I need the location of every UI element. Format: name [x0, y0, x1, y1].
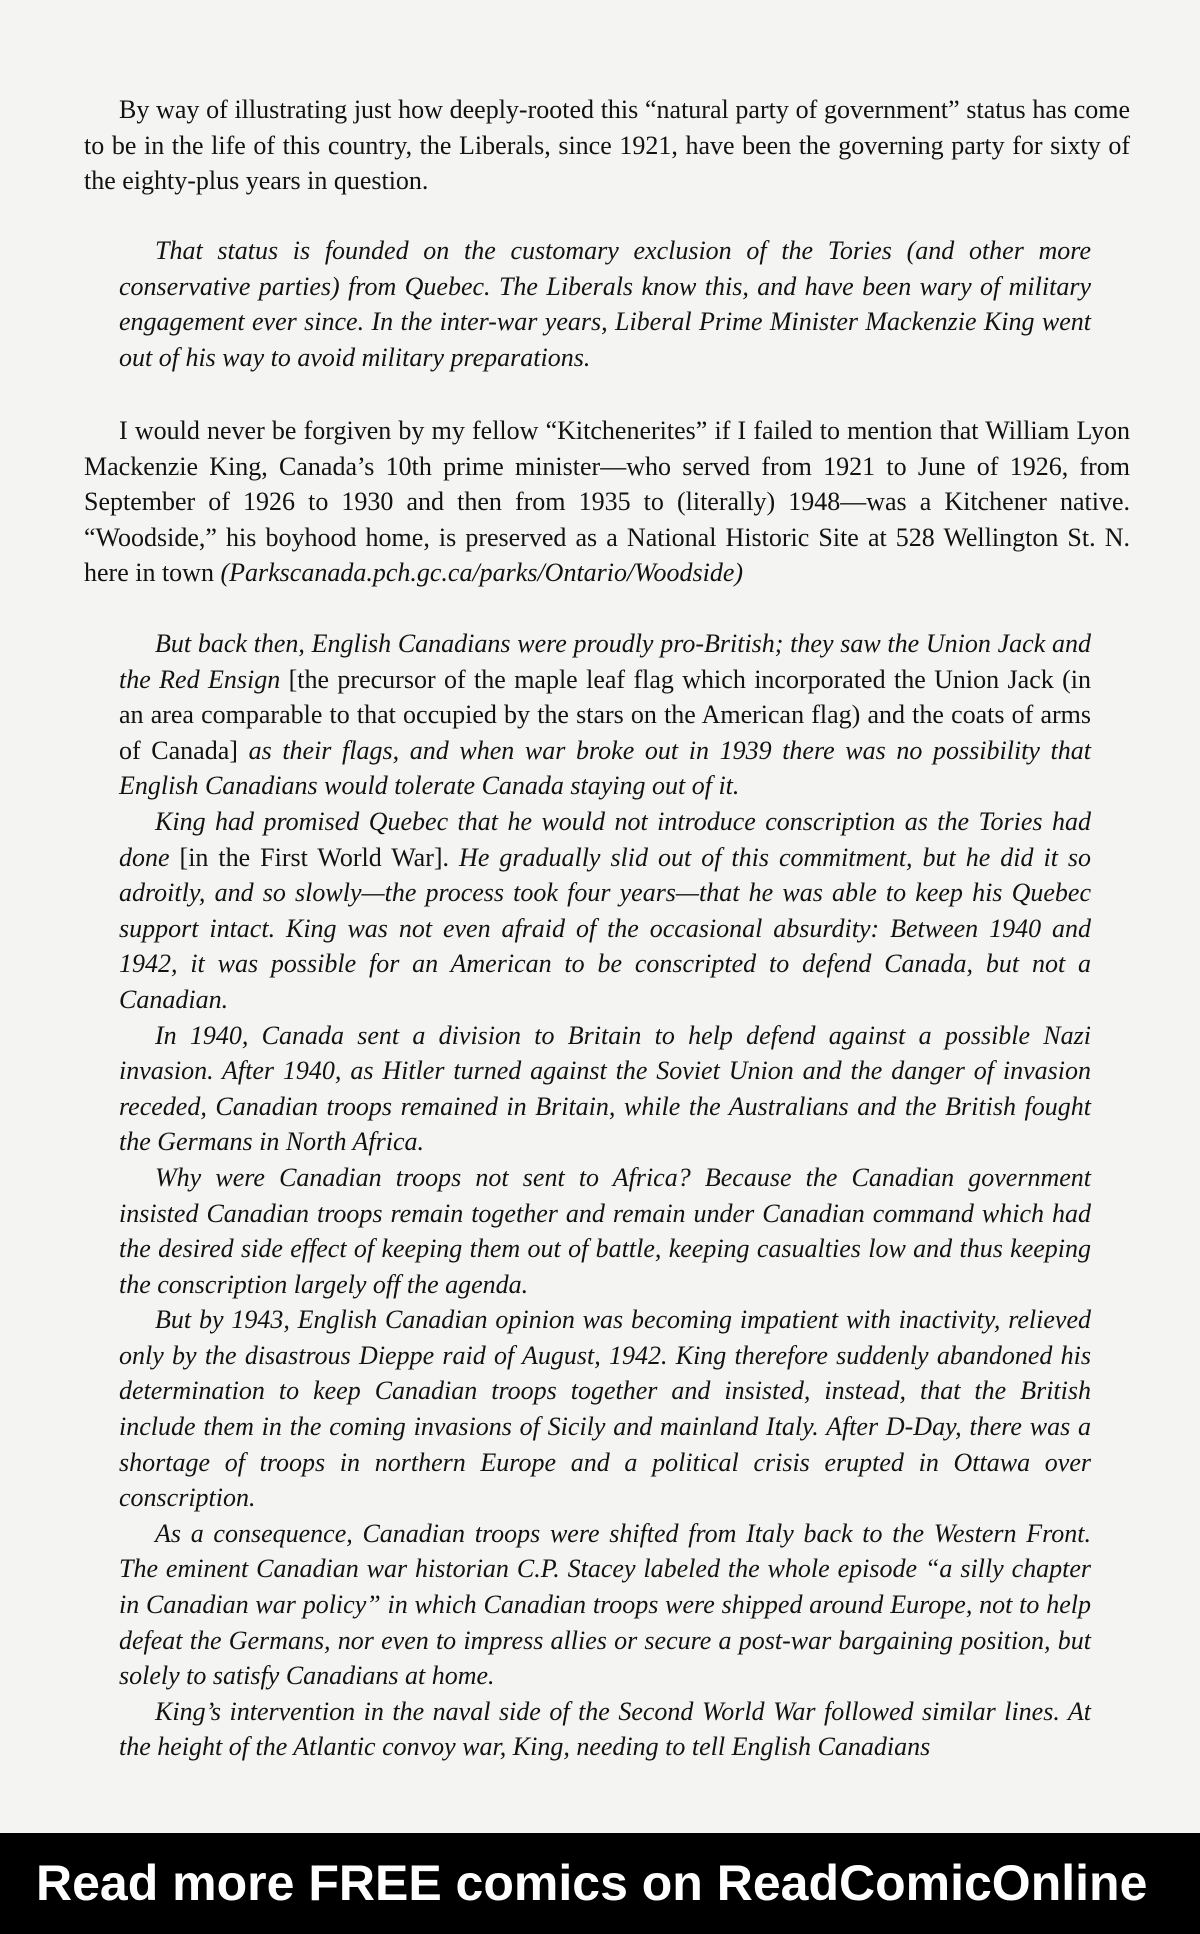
quote-paragraph-1940-division: In 1940, Canada sent a division to Britain to help defend against a possible Nazi invasion. After 1940, as Hitler turned against the Soviet Union and the danger of invasion receded, Canadian troops remained in Britain, while the Australians and the British fought the Germans in North Africa.	[119, 1020, 1091, 1157]
quote-paragraph-pro-british	[119, 626, 1091, 804]
promo-banner-text[interactable]: Read more FREE comics on ReadComicOnline	[36, 1855, 1148, 1911]
woodside-link-text: (Parkscanada.pch.gc.ca/parks/Ontario/Woodside)	[220, 558, 744, 587]
conscription-end: He gradually slid out of this commitment, but he did it so adroitly, and so slowly—the process took four years—that he was able to keep his Quebec support intact. King was not even afraid of the occasional absurdity: Between 1940 and 1942, it was possible for an American to be conscripted to defend Canada, but not a Canadian.	[119, 842, 1092, 1014]
quote-paragraph-conscription-promise	[119, 804, 1091, 1018]
quote-paragraph-naval-side: King’s intervention in the naval side of the Second World War followed similar lines. At the height of the Atlantic convoy war, King, needing to tell English Canadians	[119, 1696, 1091, 1762]
paragraph-mackenzie-king	[84, 413, 1130, 591]
quote-exclusion-of-tories: That status is founded on the customary exclusion of the Tories (and other more conservative parties) from Quebec. The Liberals know this, and have been wary of military engagement ever since. In the inter-war years, Liberal Prime Minister Mackenzie King went out of his way to avoid military preparations.	[119, 236, 1091, 372]
pro-british-start: But back then, English Canadians were proudly pro-British; they saw the Union Jack and the Red Ensign	[119, 629, 1091, 694]
quote-block-wartime	[119, 626, 1091, 1765]
first-world-war-insert: [in the First World War].	[179, 842, 450, 872]
mackenzie-king-text: I would never be forgiven by my fellow “Kitchenerites” if I failed to mention that William Lyon Mackenzie King, Canada’s 10th prime minister—who served from 1921 to June of 1926, from September of 1926 to 1930 and then from 1935 to (literally) 1948—was a Kitchener native. “Woodside,” his boyhood home, is preserved as a National Historic Site at 528 Wellington St. N. here in town	[84, 416, 1130, 587]
conscription-start: King had promised Quebec that he would not introduce conscription as the Tories had done	[119, 806, 1091, 872]
paragraph-liberal-status: By way of illustrating just how deeply-rooted this “natural party of government” status has come to be in the life of this country, the Liberals, since 1921, have been the governing party for sixty of the eighty-plus years in question.	[84, 95, 1130, 195]
quote-paragraph-western-front: As a consequence, Canadian troops were shifted from Italy back to the Western Front. The eminent Canadian war historian C.P. Stacey labeled the whole episode “a silly chapter in Canadian war policy” in which Canadian troops were shipped around Europe, not to help defeat the Germans, nor even to impress allies or secure a post-war bargaining position, but solely to satisfy Canadians at home.	[119, 1518, 1091, 1691]
quote-paragraph-1943-opinion: But by 1943, English Canadian opinion was becoming impatient with inactivity, relieved only by the disastrous Dieppe raid of August, 1942. King therefore suddenly abandoned his determination to keep Canadian troops together and insisted, instead, that the British include them in the coming invasions of Sicily and mainland Italy. After D-Day, there was a shortage of troops in northern Europe and a political crisis erupted in Ottawa over conscription.	[119, 1305, 1091, 1513]
ensign-bracket-insert: [the precursor of the maple leaf flag which incorporated the Union Jack (in an area comparable to that occupied by the stars on the American flag) and the coats of arms of Canada]	[119, 664, 1092, 765]
quote-paragraph-africa: Why were Canadian troops not sent to Africa? Because the Canadian government insisted Canadian troops remain together and remain under Canadian command which had the desired side effect of keeping them out of battle, keeping casualties low and thus keeping the conscription largely off the agenda.	[119, 1162, 1091, 1299]
promo-banner[interactable]	[0, 1833, 1200, 1934]
pro-british-end: as their flags, and when war broke out in 1939 there was no possibility that English Canadians would tolerate Canada staying out of it.	[119, 735, 1092, 801]
